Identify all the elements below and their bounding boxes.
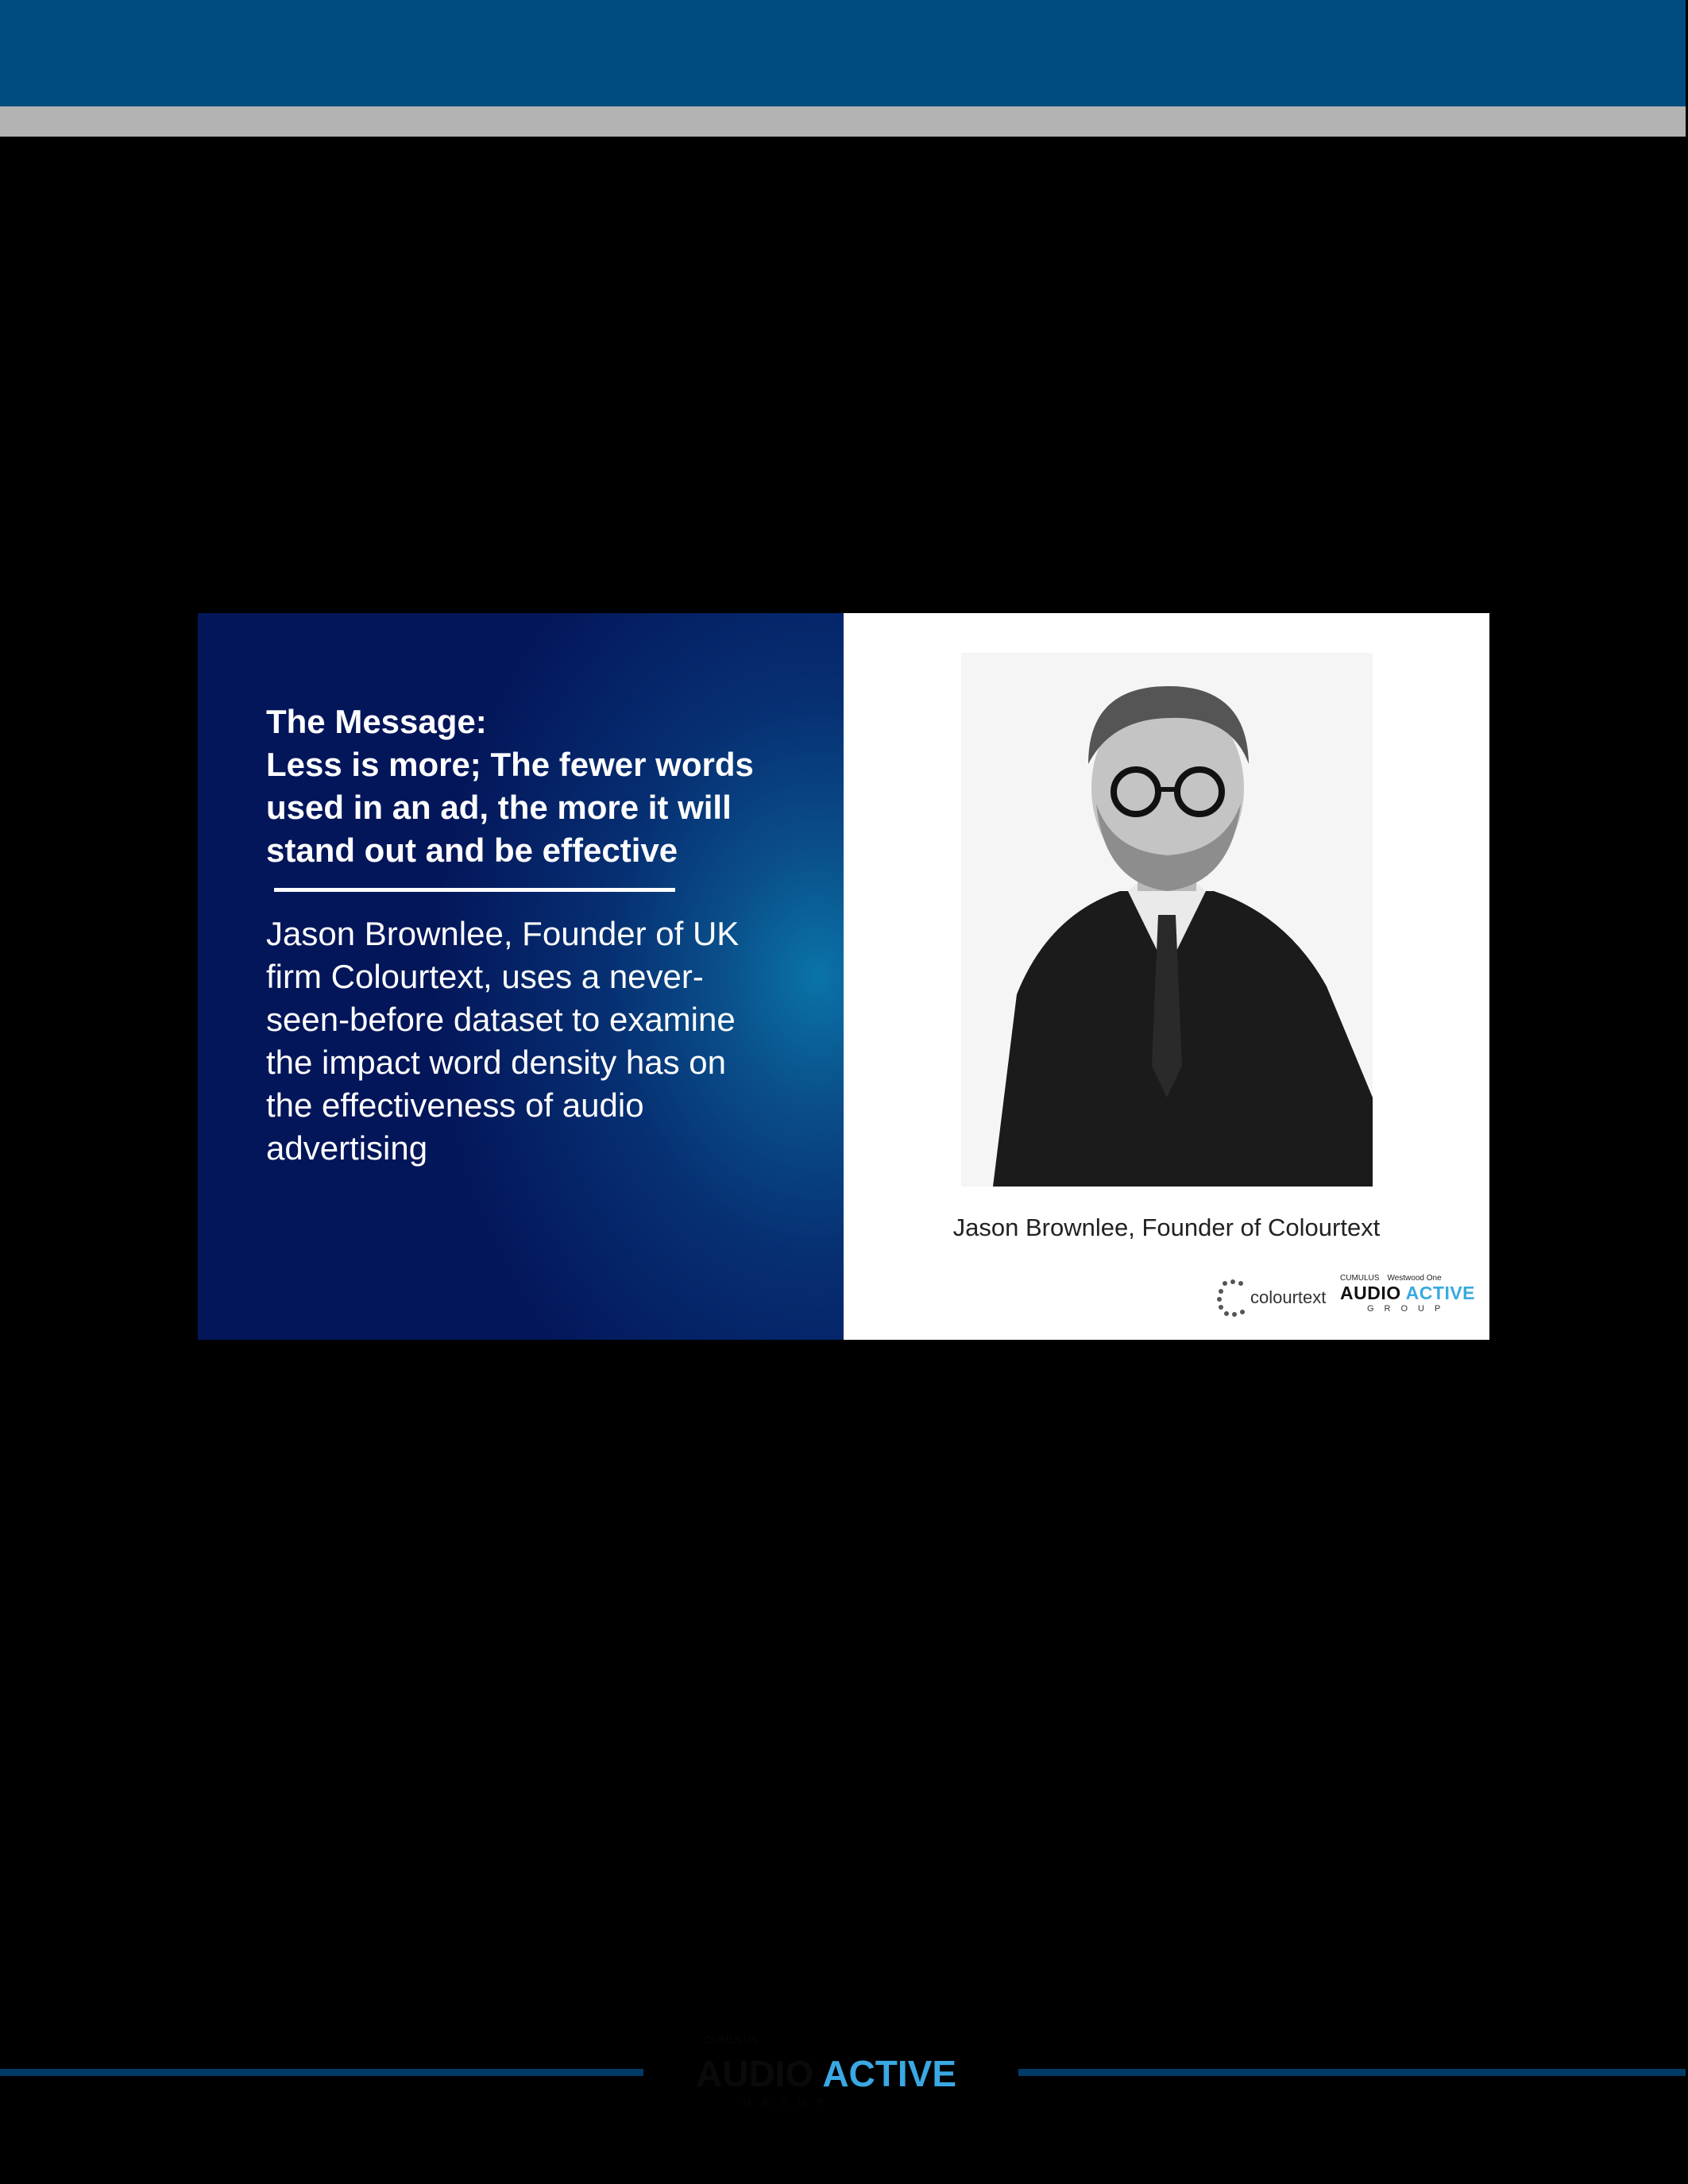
photo-caption: Jason Brownlee, Founder of Colourtext xyxy=(952,1214,1381,1241)
footer-rule-left xyxy=(0,2069,643,2076)
footer-logo xyxy=(696,2033,990,2108)
footer-logo-group: GROUP xyxy=(744,2097,835,2108)
aag-cumulus-text: CUMULUS xyxy=(1340,1274,1380,1283)
colourtext-logo xyxy=(1217,1279,1326,1317)
header-stripe xyxy=(0,106,1686,137)
header-band xyxy=(0,0,1686,106)
article-slide xyxy=(198,613,1489,1340)
aag-westwood-text: Westwood One xyxy=(1387,1274,1442,1283)
portrait-illustration xyxy=(961,653,1373,1187)
slide-headline: The Message: Less is more; The fewer words used in an ad, the more it will stand out and be effective xyxy=(266,703,754,869)
colourtext-dots-icon xyxy=(1217,1279,1246,1317)
audio-active-group-logo xyxy=(1340,1274,1483,1314)
headline-divider xyxy=(274,888,675,892)
aag-audio-text: AUDIO xyxy=(1340,1283,1401,1303)
portrait-photo xyxy=(961,653,1373,1187)
slide-photo-panel xyxy=(844,613,1489,1340)
footer-logo-cumulus: CUMULUS xyxy=(704,2033,759,2046)
colourtext-logo-text: colourtext xyxy=(1250,1287,1327,1307)
aag-group-text: GROUP xyxy=(1367,1304,1451,1314)
footer-rule-right xyxy=(1018,2069,1686,2076)
footer-logo-active: ACTIVE xyxy=(822,2053,956,2094)
slide-text-panel xyxy=(198,613,844,1340)
aag-active-text: ACTIVE xyxy=(1405,1283,1476,1303)
slide-body-text: Jason Brownlee, Founder of UK firm Colourtext, uses a never-seen-before dataset to examine the impact word density has on the effectiveness of audio advertising xyxy=(266,915,740,1167)
footer-logo-audio: AUDIO xyxy=(696,2053,814,2094)
